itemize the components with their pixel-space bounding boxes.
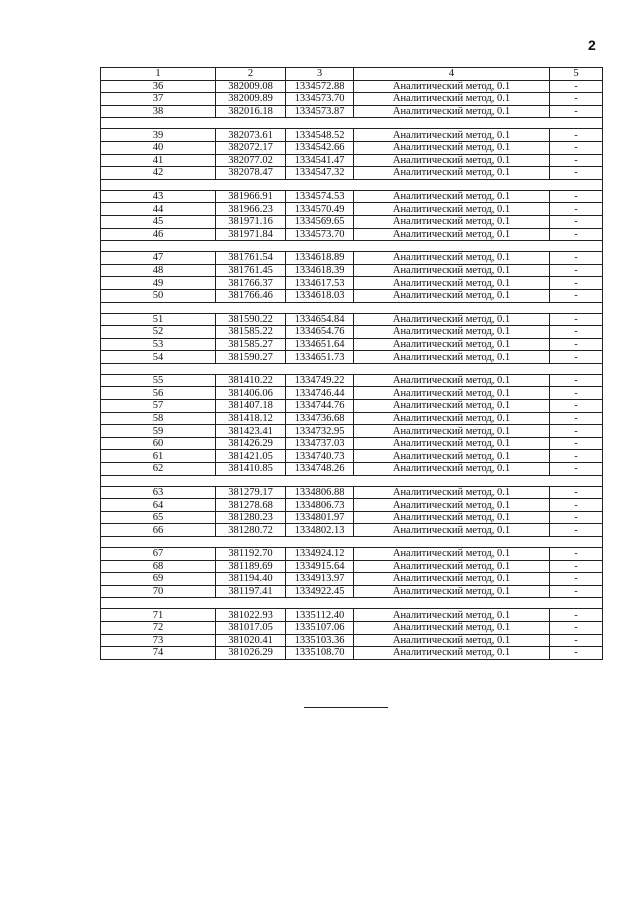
method-cell: Аналитический метод, 0.1 <box>354 313 550 326</box>
method-cell: Аналитический метод, 0.1 <box>354 609 550 622</box>
table-row <box>101 400 603 413</box>
method-cell: Аналитический метод, 0.1 <box>354 215 550 228</box>
y-coordinate-cell: 1334801.97 <box>286 511 354 524</box>
x-coordinate-cell: 381585.27 <box>216 338 286 351</box>
table-row <box>101 252 603 265</box>
note-cell: - <box>550 252 603 265</box>
table-row <box>101 351 603 364</box>
point-number-cell: 61 <box>101 450 216 463</box>
point-number-cell: 43 <box>101 190 216 203</box>
x-coordinate-cell: 381585.22 <box>216 326 286 339</box>
y-coordinate-cell: 1334547.32 <box>286 167 354 180</box>
table-row <box>101 463 603 476</box>
x-coordinate-cell: 382073.61 <box>216 129 286 142</box>
method-cell: Аналитический метод, 0.1 <box>354 93 550 106</box>
table-row <box>101 190 603 203</box>
table-row <box>101 167 603 180</box>
method-cell: Аналитический метод, 0.1 <box>354 425 550 438</box>
note-cell: - <box>550 277 603 290</box>
separator-cell <box>101 302 603 313</box>
table-row <box>101 450 603 463</box>
note-cell: - <box>550 524 603 537</box>
table-row <box>101 560 603 573</box>
note-cell: - <box>550 585 603 598</box>
header-cell-1: 1 <box>101 68 216 81</box>
table-row <box>101 338 603 351</box>
table-row <box>101 277 603 290</box>
point-number-cell: 40 <box>101 141 216 154</box>
method-cell: Аналитический метод, 0.1 <box>354 524 550 537</box>
page-number: 2 <box>588 37 596 53</box>
method-cell: Аналитический метод, 0.1 <box>354 154 550 167</box>
table-body <box>101 80 603 659</box>
point-number-cell: 38 <box>101 105 216 118</box>
group-separator-row <box>101 118 603 129</box>
point-number-cell: 51 <box>101 313 216 326</box>
note-cell: - <box>550 264 603 277</box>
x-coordinate-cell: 381194.40 <box>216 573 286 586</box>
point-number-cell: 56 <box>101 387 216 400</box>
note-cell: - <box>550 80 603 93</box>
method-cell: Аналитический метод, 0.1 <box>354 203 550 216</box>
method-cell: Аналитический метод, 0.1 <box>354 228 550 241</box>
point-number-cell: 70 <box>101 585 216 598</box>
point-number-cell: 57 <box>101 400 216 413</box>
separator-cell <box>101 537 603 548</box>
note-cell: - <box>550 215 603 228</box>
method-cell: Аналитический метод, 0.1 <box>354 548 550 561</box>
x-coordinate-cell: 381280.23 <box>216 511 286 524</box>
point-number-cell: 49 <box>101 277 216 290</box>
y-coordinate-cell: 1335107.06 <box>286 621 354 634</box>
x-coordinate-cell: 381966.91 <box>216 190 286 203</box>
header-cell-2: 2 <box>216 68 286 81</box>
table-row <box>101 264 603 277</box>
point-number-cell: 50 <box>101 289 216 302</box>
y-coordinate-cell: 1334748.26 <box>286 463 354 476</box>
y-coordinate-cell: 1334617.53 <box>286 277 354 290</box>
method-cell: Аналитический метод, 0.1 <box>354 573 550 586</box>
note-cell: - <box>550 511 603 524</box>
note-cell: - <box>550 634 603 647</box>
point-number-cell: 52 <box>101 326 216 339</box>
note-cell: - <box>550 374 603 387</box>
x-coordinate-cell: 382016.18 <box>216 105 286 118</box>
x-coordinate-cell: 382072.17 <box>216 141 286 154</box>
table-row <box>101 387 603 400</box>
coordinates-table <box>100 67 603 660</box>
y-coordinate-cell: 1334915.64 <box>286 560 354 573</box>
table-row <box>101 437 603 450</box>
separator-cell <box>101 179 603 190</box>
point-number-cell: 44 <box>101 203 216 216</box>
point-number-cell: 58 <box>101 412 216 425</box>
y-coordinate-cell: 1335103.36 <box>286 634 354 647</box>
y-coordinate-cell: 1334573.70 <box>286 93 354 106</box>
table-row <box>101 313 603 326</box>
point-number-cell: 53 <box>101 338 216 351</box>
method-cell: Аналитический метод, 0.1 <box>354 141 550 154</box>
group-separator-row <box>101 598 603 609</box>
table-row <box>101 129 603 142</box>
y-coordinate-cell: 1334618.39 <box>286 264 354 277</box>
x-coordinate-cell: 381590.22 <box>216 313 286 326</box>
separator-cell <box>101 118 603 129</box>
table-row <box>101 548 603 561</box>
x-coordinate-cell: 381026.29 <box>216 647 286 660</box>
x-coordinate-cell: 381971.84 <box>216 228 286 241</box>
group-separator-row <box>101 241 603 252</box>
point-number-cell: 39 <box>101 129 216 142</box>
table-row <box>101 105 603 118</box>
point-number-cell: 45 <box>101 215 216 228</box>
x-coordinate-cell: 381766.46 <box>216 289 286 302</box>
method-cell: Аналитический метод, 0.1 <box>354 463 550 476</box>
note-cell: - <box>550 351 603 364</box>
method-cell: Аналитический метод, 0.1 <box>354 560 550 573</box>
group-separator-row <box>101 363 603 374</box>
table-row <box>101 289 603 302</box>
table-row <box>101 141 603 154</box>
method-cell: Аналитический метод, 0.1 <box>354 621 550 634</box>
table-row <box>101 425 603 438</box>
table-row <box>101 524 603 537</box>
y-coordinate-cell: 1334651.73 <box>286 351 354 364</box>
separator-cell <box>101 241 603 252</box>
x-coordinate-cell: 381192.70 <box>216 548 286 561</box>
note-cell: - <box>550 450 603 463</box>
method-cell: Аналитический метод, 0.1 <box>354 252 550 265</box>
table-row <box>101 499 603 512</box>
note-cell: - <box>550 400 603 413</box>
method-cell: Аналитический метод, 0.1 <box>354 129 550 142</box>
y-coordinate-cell: 1334806.73 <box>286 499 354 512</box>
y-coordinate-cell: 1335112.40 <box>286 609 354 622</box>
note-cell: - <box>550 313 603 326</box>
method-cell: Аналитический метод, 0.1 <box>354 167 550 180</box>
x-coordinate-cell: 381423.41 <box>216 425 286 438</box>
point-number-cell: 68 <box>101 560 216 573</box>
x-coordinate-cell: 381189.69 <box>216 560 286 573</box>
x-coordinate-cell: 381590.27 <box>216 351 286 364</box>
x-coordinate-cell: 381406.06 <box>216 387 286 400</box>
method-cell: Аналитический метод, 0.1 <box>354 437 550 450</box>
method-cell: Аналитический метод, 0.1 <box>354 585 550 598</box>
point-number-cell: 41 <box>101 154 216 167</box>
y-coordinate-cell: 1334737.03 <box>286 437 354 450</box>
x-coordinate-cell: 381766.37 <box>216 277 286 290</box>
x-coordinate-cell: 381761.54 <box>216 252 286 265</box>
method-cell: Аналитический метод, 0.1 <box>354 105 550 118</box>
note-cell: - <box>550 609 603 622</box>
x-coordinate-cell: 382078.47 <box>216 167 286 180</box>
group-separator-row <box>101 179 603 190</box>
x-coordinate-cell: 381421.05 <box>216 450 286 463</box>
x-coordinate-cell: 382009.08 <box>216 80 286 93</box>
y-coordinate-cell: 1334542.66 <box>286 141 354 154</box>
x-coordinate-cell: 381279.17 <box>216 486 286 499</box>
y-coordinate-cell: 1335108.70 <box>286 647 354 660</box>
method-cell: Аналитический метод, 0.1 <box>354 634 550 647</box>
method-cell: Аналитический метод, 0.1 <box>354 289 550 302</box>
y-coordinate-cell: 1334913.97 <box>286 573 354 586</box>
x-coordinate-cell: 382077.02 <box>216 154 286 167</box>
point-number-cell: 64 <box>101 499 216 512</box>
bottom-divider <box>304 707 388 708</box>
table-row <box>101 511 603 524</box>
point-number-cell: 73 <box>101 634 216 647</box>
point-number-cell: 62 <box>101 463 216 476</box>
method-cell: Аналитический метод, 0.1 <box>354 338 550 351</box>
method-cell: Аналитический метод, 0.1 <box>354 486 550 499</box>
method-cell: Аналитический метод, 0.1 <box>354 387 550 400</box>
x-coordinate-cell: 381017.05 <box>216 621 286 634</box>
header-cell-5: 5 <box>550 68 603 81</box>
point-number-cell: 36 <box>101 80 216 93</box>
table-row <box>101 634 603 647</box>
point-number-cell: 59 <box>101 425 216 438</box>
table-row <box>101 585 603 598</box>
separator-cell <box>101 363 603 374</box>
y-coordinate-cell: 1334573.87 <box>286 105 354 118</box>
note-cell: - <box>550 228 603 241</box>
x-coordinate-cell: 381426.29 <box>216 437 286 450</box>
table-row <box>101 203 603 216</box>
note-cell: - <box>550 548 603 561</box>
point-number-cell: 55 <box>101 374 216 387</box>
point-number-cell: 65 <box>101 511 216 524</box>
table-row <box>101 412 603 425</box>
header-cell-3: 3 <box>286 68 354 81</box>
table-row <box>101 486 603 499</box>
point-number-cell: 74 <box>101 647 216 660</box>
table-row <box>101 93 603 106</box>
note-cell: - <box>550 437 603 450</box>
y-coordinate-cell: 1334924.12 <box>286 548 354 561</box>
method-cell: Аналитический метод, 0.1 <box>354 80 550 93</box>
note-cell: - <box>550 499 603 512</box>
y-coordinate-cell: 1334736.68 <box>286 412 354 425</box>
y-coordinate-cell: 1334574.53 <box>286 190 354 203</box>
point-number-cell: 69 <box>101 573 216 586</box>
x-coordinate-cell: 381407.18 <box>216 400 286 413</box>
point-number-cell: 46 <box>101 228 216 241</box>
method-cell: Аналитический метод, 0.1 <box>354 190 550 203</box>
table-row <box>101 621 603 634</box>
y-coordinate-cell: 1334570.49 <box>286 203 354 216</box>
y-coordinate-cell: 1334651.64 <box>286 338 354 351</box>
header-row <box>101 68 603 81</box>
method-cell: Аналитический метод, 0.1 <box>354 647 550 660</box>
note-cell: - <box>550 560 603 573</box>
table-row <box>101 215 603 228</box>
method-cell: Аналитический метод, 0.1 <box>354 351 550 364</box>
table-row <box>101 228 603 241</box>
note-cell: - <box>550 647 603 660</box>
header-cell-4: 4 <box>354 68 550 81</box>
y-coordinate-cell: 1334573.70 <box>286 228 354 241</box>
method-cell: Аналитический метод, 0.1 <box>354 499 550 512</box>
note-cell: - <box>550 412 603 425</box>
note-cell: - <box>550 621 603 634</box>
x-coordinate-cell: 381971.16 <box>216 215 286 228</box>
x-coordinate-cell: 381966.23 <box>216 203 286 216</box>
x-coordinate-cell: 381020.41 <box>216 634 286 647</box>
point-number-cell: 72 <box>101 621 216 634</box>
table-row <box>101 647 603 660</box>
note-cell: - <box>550 129 603 142</box>
y-coordinate-cell: 1334749.22 <box>286 374 354 387</box>
note-cell: - <box>550 463 603 476</box>
method-cell: Аналитический метод, 0.1 <box>354 326 550 339</box>
y-coordinate-cell: 1334654.84 <box>286 313 354 326</box>
y-coordinate-cell: 1334744.76 <box>286 400 354 413</box>
point-number-cell: 48 <box>101 264 216 277</box>
point-number-cell: 66 <box>101 524 216 537</box>
method-cell: Аналитический метод, 0.1 <box>354 400 550 413</box>
note-cell: - <box>550 387 603 400</box>
y-coordinate-cell: 1334618.89 <box>286 252 354 265</box>
y-coordinate-cell: 1334806.88 <box>286 486 354 499</box>
point-number-cell: 60 <box>101 437 216 450</box>
y-coordinate-cell: 1334740.73 <box>286 450 354 463</box>
group-separator-row <box>101 302 603 313</box>
separator-cell <box>101 475 603 486</box>
note-cell: - <box>550 338 603 351</box>
group-separator-row <box>101 475 603 486</box>
point-number-cell: 67 <box>101 548 216 561</box>
table-row <box>101 154 603 167</box>
method-cell: Аналитический метод, 0.1 <box>354 511 550 524</box>
x-coordinate-cell: 381280.72 <box>216 524 286 537</box>
point-number-cell: 47 <box>101 252 216 265</box>
point-number-cell: 42 <box>101 167 216 180</box>
note-cell: - <box>550 326 603 339</box>
note-cell: - <box>550 93 603 106</box>
note-cell: - <box>550 203 603 216</box>
note-cell: - <box>550 425 603 438</box>
separator-cell <box>101 598 603 609</box>
y-coordinate-cell: 1334541.47 <box>286 154 354 167</box>
note-cell: - <box>550 486 603 499</box>
method-cell: Аналитический метод, 0.1 <box>354 264 550 277</box>
table-row <box>101 80 603 93</box>
y-coordinate-cell: 1334548.52 <box>286 129 354 142</box>
x-coordinate-cell: 381410.85 <box>216 463 286 476</box>
method-cell: Аналитический метод, 0.1 <box>354 374 550 387</box>
x-coordinate-cell: 381278.68 <box>216 499 286 512</box>
point-number-cell: 54 <box>101 351 216 364</box>
table-row <box>101 609 603 622</box>
x-coordinate-cell: 381418.12 <box>216 412 286 425</box>
y-coordinate-cell: 1334569.65 <box>286 215 354 228</box>
group-separator-row <box>101 537 603 548</box>
note-cell: - <box>550 289 603 302</box>
method-cell: Аналитический метод, 0.1 <box>354 450 550 463</box>
point-number-cell: 63 <box>101 486 216 499</box>
point-number-cell: 37 <box>101 93 216 106</box>
x-coordinate-cell: 381410.22 <box>216 374 286 387</box>
point-number-cell: 71 <box>101 609 216 622</box>
y-coordinate-cell: 1334922.45 <box>286 585 354 598</box>
y-coordinate-cell: 1334746.44 <box>286 387 354 400</box>
y-coordinate-cell: 1334732.95 <box>286 425 354 438</box>
x-coordinate-cell: 381761.45 <box>216 264 286 277</box>
method-cell: Аналитический метод, 0.1 <box>354 412 550 425</box>
x-coordinate-cell: 381022.93 <box>216 609 286 622</box>
y-coordinate-cell: 1334618.03 <box>286 289 354 302</box>
note-cell: - <box>550 573 603 586</box>
y-coordinate-cell: 1334572.88 <box>286 80 354 93</box>
x-coordinate-cell: 381197.41 <box>216 585 286 598</box>
table-row <box>101 573 603 586</box>
table-row <box>101 326 603 339</box>
table-row <box>101 374 603 387</box>
y-coordinate-cell: 1334802.13 <box>286 524 354 537</box>
note-cell: - <box>550 154 603 167</box>
note-cell: - <box>550 105 603 118</box>
note-cell: - <box>550 141 603 154</box>
x-coordinate-cell: 382009.89 <box>216 93 286 106</box>
note-cell: - <box>550 167 603 180</box>
method-cell: Аналитический метод, 0.1 <box>354 277 550 290</box>
note-cell: - <box>550 190 603 203</box>
y-coordinate-cell: 1334654.76 <box>286 326 354 339</box>
